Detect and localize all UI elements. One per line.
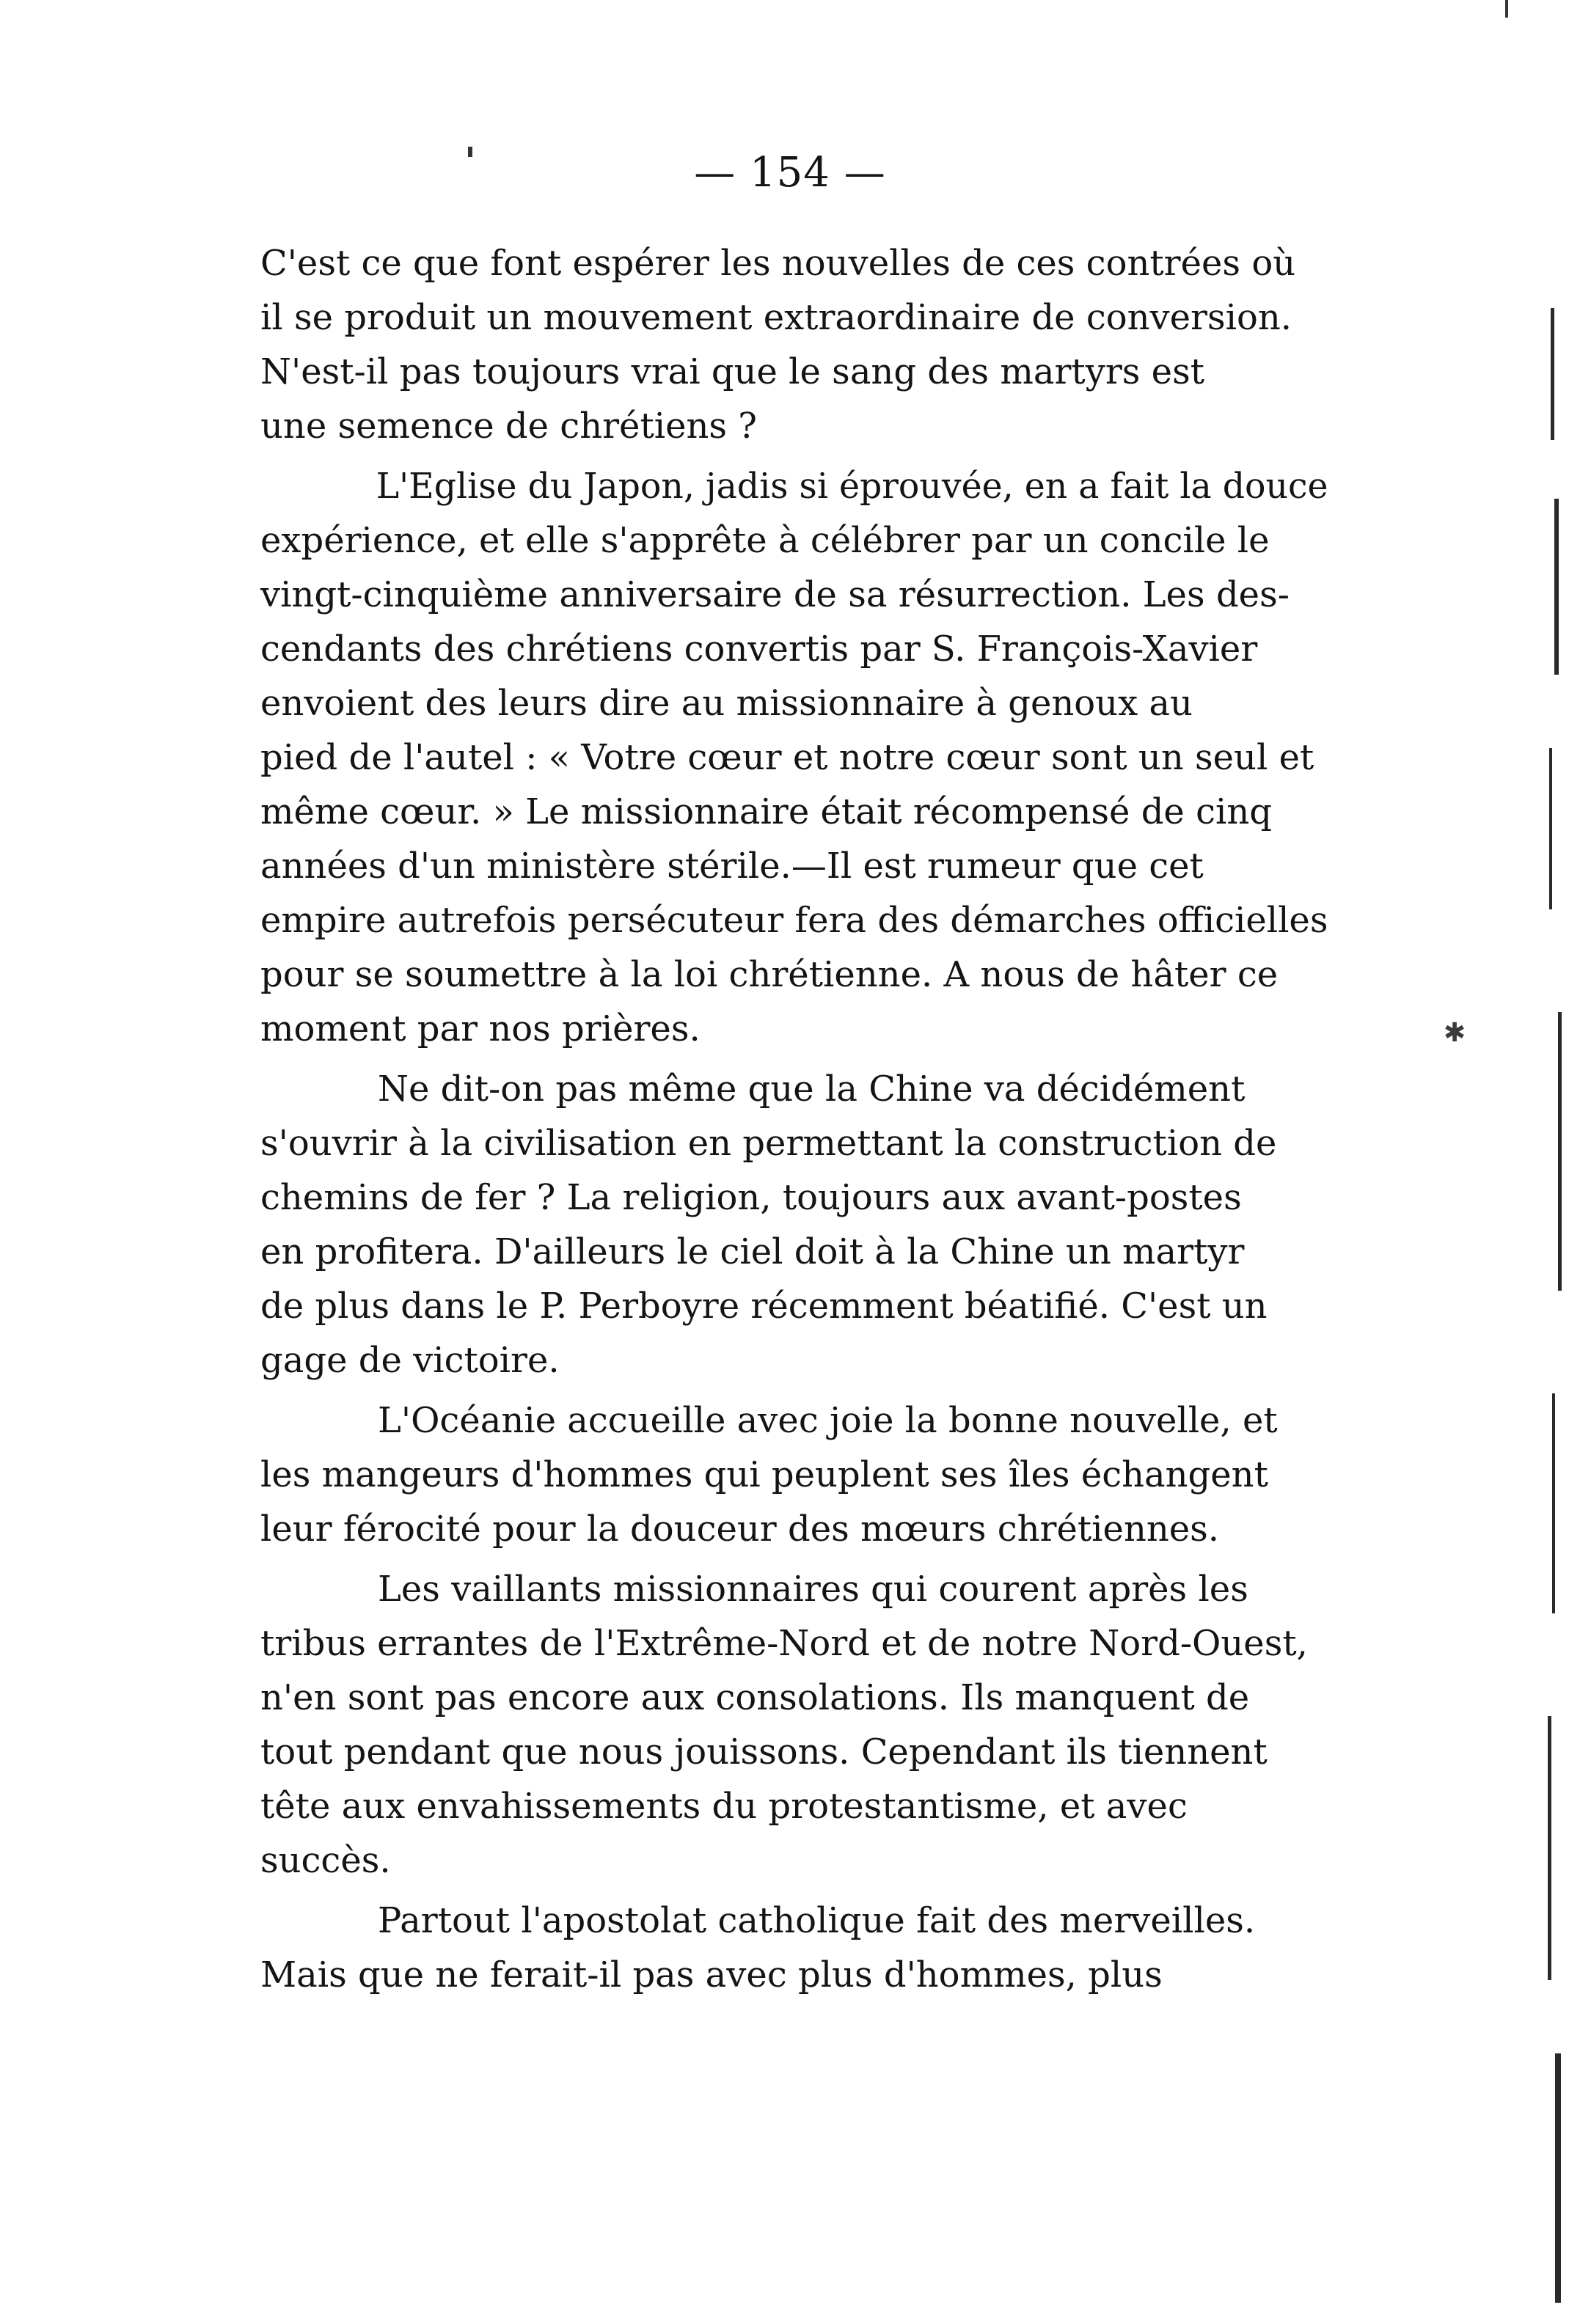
text-line [260, 1671, 1328, 1725]
text-line [260, 1448, 1328, 1502]
text-line-content: moment par nos prières. [260, 1008, 701, 1049]
page-number: — 154 — [694, 149, 886, 197]
text-line [260, 345, 1328, 399]
text-line-content: même cœur. » Le missionnaire était récompensé de cinq [260, 791, 1272, 832]
text-line-content: leur férocité pour la douceur des mœurs chrétiennes. [260, 1509, 1220, 1550]
text-line [260, 568, 1328, 622]
text-line [260, 1225, 1328, 1279]
text-line-content: empire autrefois persécuteur fera des démarches officielles [260, 900, 1328, 941]
text-line [260, 1062, 1328, 1116]
text-line-content: une semence de chrétiens ? [260, 406, 758, 447]
text-line-content: les mangeurs d'hommes qui peuplent ses îles échangent [260, 1454, 1268, 1495]
stray-mark: ✱ [1444, 1018, 1466, 1048]
body-text [260, 236, 1328, 2002]
text-line [260, 1502, 1328, 1556]
text-line [260, 1170, 1328, 1225]
text-line-content: tribus errantes de l'Extrême-Nord et de notre Nord-Ouest, [260, 1623, 1308, 1664]
text-line [260, 839, 1328, 893]
text-line-content: C'est ce que font espérer les nouvelles de ces contrées où [260, 243, 1296, 284]
text-line-content: années d'un ministère stérile.—Il est rumeur que cet [260, 846, 1204, 887]
text-line-content: gage de victoire. [260, 1340, 560, 1381]
text-line-content: succès. [260, 1840, 391, 1881]
page-edge-shadow [1485, 279, 1573, 2317]
text-line [260, 1279, 1328, 1333]
text-line [260, 1333, 1328, 1388]
text-line [260, 1002, 1328, 1056]
text-line-content: de plus dans le P. Perboyre récemment béatifié. C'est un [260, 1286, 1268, 1327]
text-line [260, 730, 1328, 785]
text-line-content: expérience, et elle s'apprête à célébrer par un concile le [260, 520, 1270, 561]
text-line [260, 1562, 1328, 1616]
text-line [260, 1616, 1328, 1671]
text-line [260, 1894, 1328, 1948]
text-line [260, 676, 1328, 730]
text-line [260, 1725, 1328, 1779]
text-line-content: pied de l'autel : « Votre cœur et notre cœur sont un seul et [260, 737, 1314, 778]
text-line [260, 459, 1328, 513]
text-line-content: Partout l'apostolat catholique fait des merveilles. [378, 1900, 1256, 1941]
text-line-content: pour se soumettre à la loi chrétienne. A nous de hâter ce [260, 954, 1279, 995]
text-line [260, 290, 1328, 345]
text-line-content: n'en sont pas encore aux consolations. Ils manquent de [260, 1677, 1250, 1718]
text-line [260, 785, 1328, 839]
text-line-content: envoient des leurs dire au missionnaire à genoux au [260, 683, 1193, 724]
stray-ink-mark [1505, 0, 1508, 18]
text-line [260, 1393, 1328, 1448]
text-line-content: tout pendant que nous jouissons. Cependant ils tiennent [260, 1731, 1268, 1773]
text-line-content: s'ouvrir à la civilisation en permettant la construction de [260, 1123, 1277, 1164]
text-line [260, 399, 1328, 453]
text-line-content: cendants des chrétiens convertis par S. François-Xavier [260, 628, 1258, 670]
text-line [260, 622, 1328, 676]
text-line [260, 236, 1328, 290]
text-line-content: N'est-il pas toujours vrai que le sang des martyrs est [260, 351, 1204, 392]
text-line-content: chemins de fer ? La religion, toujours aux avant-postes [260, 1177, 1242, 1218]
text-line-content: Ne dit-on pas même que la Chine va décidément [378, 1068, 1246, 1110]
text-line-content: Les vaillants missionnaires qui courent après les [378, 1569, 1248, 1610]
text-line [260, 947, 1328, 1002]
text-line [260, 513, 1328, 568]
text-line [260, 893, 1328, 947]
text-line-content: tête aux envahissements du protestantisme, et avec [260, 1786, 1188, 1827]
text-line-content: il se produit un mouvement extraordinaire de conversion. [260, 297, 1292, 338]
text-line-content: en profitera. D'ailleurs le ciel doit à la Chine un martyr [260, 1231, 1245, 1272]
text-line-content: vingt-cinquième anniversaire de sa résurrection. Les des- [260, 574, 1290, 615]
text-line-content: L'Océanie accueille avec joie la bonne nouvelle, et [378, 1400, 1278, 1441]
text-line [260, 1948, 1328, 2002]
text-line-content: Mais que ne ferait-il pas avec plus d'hommes, plus [260, 1954, 1163, 1995]
text-line [260, 1779, 1328, 1833]
text-line [260, 1116, 1328, 1170]
text-line-content: L'Eglise du Japon, jadis si éprouvée, en a fait la douce [376, 466, 1328, 507]
text-line [260, 1833, 1328, 1888]
